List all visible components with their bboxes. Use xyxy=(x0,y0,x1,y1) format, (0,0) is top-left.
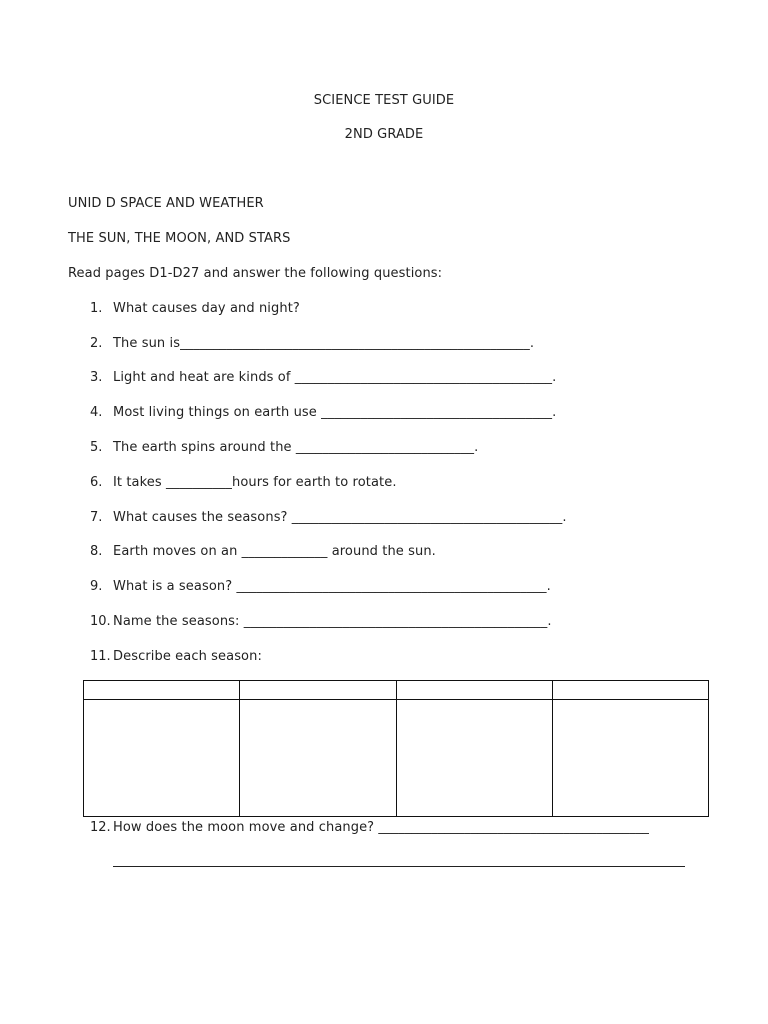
question-5: The earth spins around the ___________________________. xyxy=(113,440,479,455)
season-description-cell[interactable] xyxy=(396,700,552,817)
section-heading: THE SUN, THE MOON, AND STARS xyxy=(68,231,291,246)
season-table-body-row xyxy=(84,700,709,817)
page-title: SCIENCE TEST GUIDE xyxy=(313,93,455,108)
question-3: Light and heat are kinds of _______________________________________. xyxy=(113,370,557,385)
question-6: It takes __________hours for earth to rotate. xyxy=(113,475,397,490)
season-header-cell[interactable] xyxy=(240,681,396,700)
instructions: Read pages D1-D27 and answer the following questions: xyxy=(68,266,443,281)
question-7-number: 7. xyxy=(90,510,103,525)
question-2-number: 2. xyxy=(90,336,103,351)
answer-line[interactable] xyxy=(113,866,685,867)
season-description-cell[interactable] xyxy=(552,700,708,817)
question-9-number: 9. xyxy=(90,579,103,594)
season-header-cell[interactable] xyxy=(396,681,552,700)
season-header-cell[interactable] xyxy=(552,681,708,700)
question-1-number: 1. xyxy=(90,301,103,316)
question-9: What is a season? _______________________________________________. xyxy=(113,579,551,594)
question-3-number: 3. xyxy=(90,370,103,385)
question-5-number: 5. xyxy=(90,440,103,455)
season-description-cell[interactable] xyxy=(84,700,240,817)
question-10-number: 10. xyxy=(90,614,111,629)
question-11: Describe each season: xyxy=(113,649,262,664)
question-12-number: 12. xyxy=(90,820,111,835)
question-2: The sun is_____________________________________________________. xyxy=(113,336,535,351)
season-table xyxy=(83,680,709,817)
season-table-header-row xyxy=(84,681,709,700)
grade-label: 2ND GRADE xyxy=(344,127,424,142)
question-12: How does the moon move and change? _________________________________________ xyxy=(113,820,650,835)
question-11-number: 11. xyxy=(90,649,111,664)
question-6-number: 6. xyxy=(90,475,103,490)
question-1: What causes day and night? xyxy=(113,301,300,316)
season-description-cell[interactable] xyxy=(240,700,396,817)
question-8: Earth moves on an _____________ around the sun. xyxy=(113,544,436,559)
unit-heading: UNID D SPACE AND WEATHER xyxy=(68,196,264,211)
season-header-cell[interactable] xyxy=(84,681,240,700)
question-4-number: 4. xyxy=(90,405,103,420)
question-7: What causes the seasons? _________________________________________. xyxy=(113,510,567,525)
question-4: Most living things on earth use ___________________________________. xyxy=(113,405,557,420)
question-10: Name the seasons: ______________________________________________. xyxy=(113,614,552,629)
question-8-number: 8. xyxy=(90,544,103,559)
